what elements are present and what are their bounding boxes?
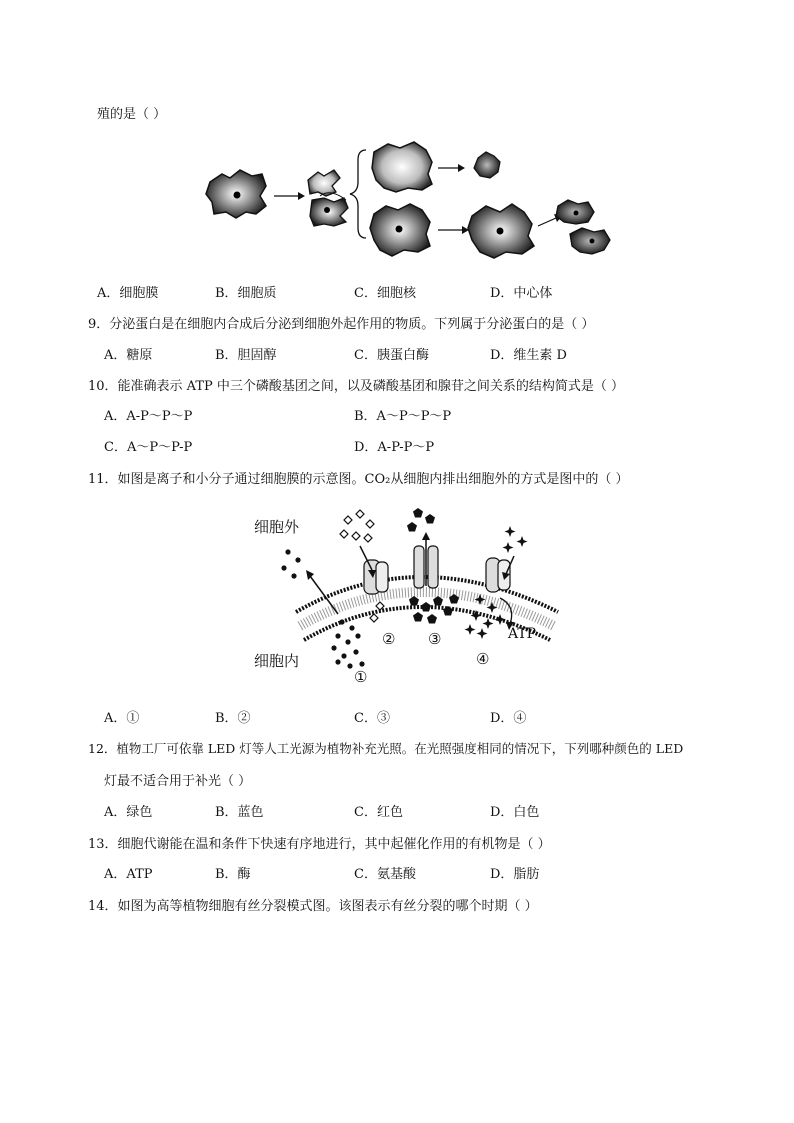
q8-option-b[interactable]: B．细胞质 xyxy=(215,286,277,301)
marker-3: ③ xyxy=(428,630,442,648)
q13-option-a[interactable]: A．ATP xyxy=(104,867,153,882)
q11-membrane-figure xyxy=(248,502,588,687)
q10-option-c[interactable]: C．A～P～P-P xyxy=(104,440,193,455)
q11-option-c[interactable]: C．③ xyxy=(354,711,390,726)
marker-1: ① xyxy=(354,668,368,686)
q13-option-c[interactable]: C．氨基酸 xyxy=(354,867,416,882)
q11-option-d[interactable]: D．④ xyxy=(490,711,527,726)
q12-stem-line2: 灯最不适合用于补光（ ） xyxy=(104,774,252,789)
q9-option-d[interactable]: D．维生素 D xyxy=(490,348,567,363)
q8-option-d[interactable]: D．中心体 xyxy=(490,286,553,301)
q8-stem-tail: 殖的是（ ） xyxy=(97,107,167,122)
q10-stem: 10．能准确表示 ATP 中三个磷酸基团之间，以及磷酸基团和腺苷之间关系的结构简式是（ ） xyxy=(88,379,625,394)
outside-label: 细胞外 xyxy=(254,518,300,536)
q8-option-c[interactable]: C．细胞核 xyxy=(354,286,416,301)
q9-option-c[interactable]: C．胰蛋白酶 xyxy=(354,348,429,363)
q12-option-d[interactable]: D．白色 xyxy=(490,805,540,820)
q12-option-c[interactable]: C．红色 xyxy=(354,805,403,820)
q8-cell-division-figure xyxy=(200,140,620,260)
q13-option-d[interactable]: D．脂肪 xyxy=(490,867,540,882)
atp-label: ATP xyxy=(508,626,537,642)
q10-option-b[interactable]: B．A～P～P～P xyxy=(354,409,452,424)
q14-stem: 14．如图为高等植物细胞有丝分裂模式图。该图表示有丝分裂的哪个时期（ ） xyxy=(88,899,538,914)
q11-option-a[interactable]: A．① xyxy=(104,711,140,726)
q11-stem: 11．如图是离子和小分子通过细胞膜的示意图。CO₂从细胞内排出细胞外的方式是图中的（ ） xyxy=(88,472,629,487)
marker-4: ④ xyxy=(476,650,490,668)
channel-protein xyxy=(414,546,424,588)
q8-option-a[interactable]: A．细胞膜 xyxy=(97,286,159,301)
marker-2: ② xyxy=(382,630,396,648)
q9-option-a[interactable]: A．糖原 xyxy=(104,348,153,363)
q13-option-b[interactable]: B．酶 xyxy=(215,867,251,882)
q11-option-b[interactable]: B．② xyxy=(215,711,251,726)
q9-stem: 9．分泌蛋白是在细胞内合成后分泌到细胞外起作用的物质。下列属于分泌蛋白的是（ ） xyxy=(88,317,595,332)
q10-option-d[interactable]: D．A-P-P～P xyxy=(354,440,435,455)
q10-option-a[interactable]: A．A-P～P～P xyxy=(104,409,193,424)
q12-option-a[interactable]: A．绿色 xyxy=(104,805,153,820)
q12-stem-line1: 12．植物工厂可依靠 LED 灯等人工光源为植物补充光照。在光照强度相同的情况下，下列哪种颜色的 LED xyxy=(88,741,684,756)
inside-label: 细胞内 xyxy=(254,652,300,670)
q13-stem: 13．细胞代谢能在温和条件下快速有序地进行，其中起催化作用的有机物是（ ） xyxy=(88,837,551,852)
q9-option-b[interactable]: B．胆固醇 xyxy=(215,348,277,363)
q12-option-b[interactable]: B．蓝色 xyxy=(215,805,264,820)
